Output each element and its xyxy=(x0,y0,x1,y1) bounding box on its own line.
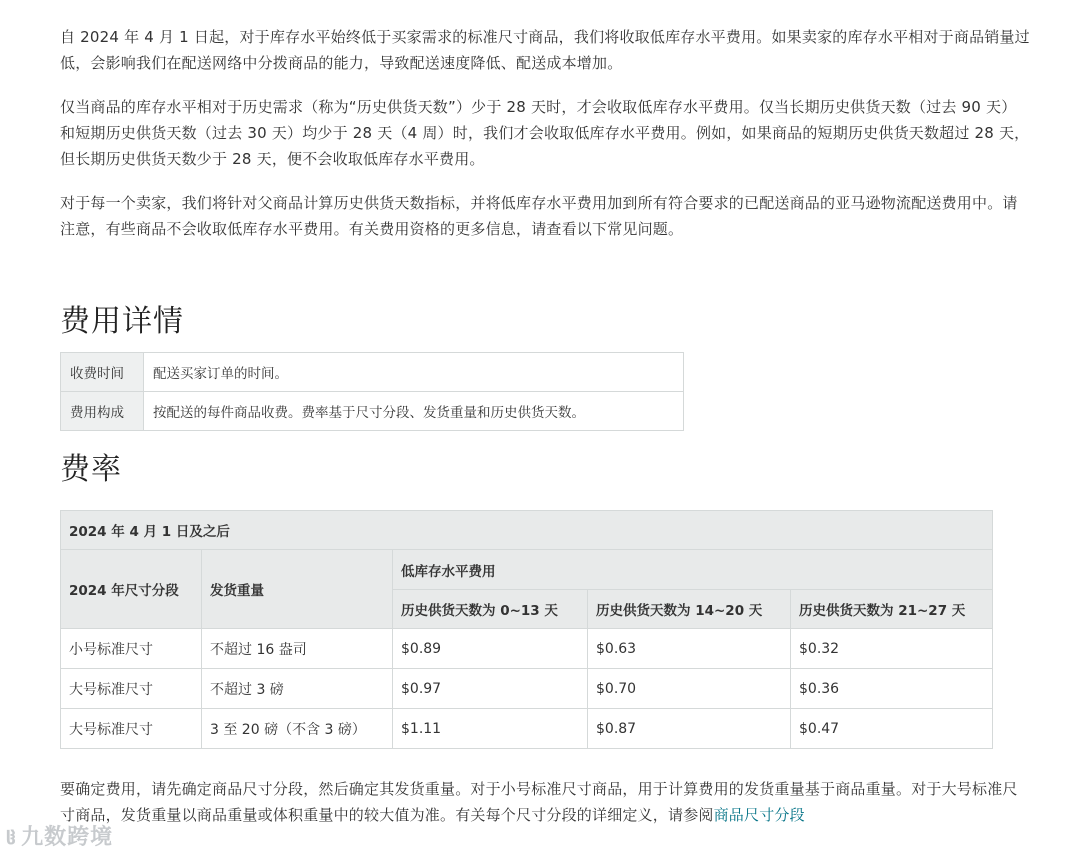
weight-cell: 不超过 3 磅 xyxy=(202,669,393,709)
intro-paragraph-1: 自 2024 年 4 月 1 日起，对于库存水平始终低于买家需求的标准尺寸商品，我们将收取低库存水平费用。如果卖家的库存水平相对于商品销量过低，会影响我们在配送网络中分拨商品的能力，导致配送速度降低、配送成本增加。 xyxy=(60,28,1030,72)
col-header-weight: 发货重量 xyxy=(202,550,393,629)
table-row xyxy=(61,629,993,669)
fee-details-table xyxy=(60,352,684,431)
table-row xyxy=(61,392,684,431)
fee-detail-key: 费用构成 xyxy=(61,392,144,431)
help-article xyxy=(60,24,1030,824)
rates-heading: 费率 xyxy=(60,452,122,487)
fee-detail-key: 收费时间 xyxy=(61,353,144,392)
rates-table xyxy=(60,510,993,749)
fee-details-heading: 费用详情 xyxy=(60,304,184,339)
weight-cell: 不超过 16 盎司 xyxy=(202,629,393,669)
fee-cell: $0.36 xyxy=(791,669,993,709)
fee-detail-value: 按配送的每件商品收费。费率基于尺寸分段、发货重量和历史供货天数。 xyxy=(144,392,684,431)
sub-col-header: 历史供货天数为 0~13 天 xyxy=(393,590,588,629)
fee-cell: $0.97 xyxy=(393,669,588,709)
col-header-size: 2024 年尺寸分段 xyxy=(61,550,202,629)
table-row xyxy=(61,550,993,590)
table-row xyxy=(61,669,993,709)
table-row xyxy=(61,511,993,550)
intro-paragraph-3: 对于每一个卖家，我们将针对父商品计算历史供货天数指标，并将低库存水平费用加到所有符合要求的已配送商品的亚马逊物流配送费用中。请注意，有些商品不会收取低库存水平费用。有关费用资格的更多信息，请查看以下常见问题。 xyxy=(60,194,1018,238)
fee-cell: $0.89 xyxy=(393,629,588,669)
footer-text: 要确定费用，请先确定商品尺寸分段，然后确定其发货重量。对于小号标准尺寸商品，用于计算费用的发货重量基于商品重量。对于大号标准尺寸商品，发货重量以商品重量或体积重量中的较大值为准。有关每个尺寸分段的详细定义，请参阅 xyxy=(60,780,1018,824)
size-tier-link[interactable]: 商品尺寸分段 xyxy=(713,806,805,824)
size-tier-cell: 小号标准尺寸 xyxy=(61,629,202,669)
col-header-fee: 低库存水平费用 xyxy=(393,550,993,590)
sub-col-header: 历史供货天数为 21~27 天 xyxy=(791,590,993,629)
fee-cell: $0.70 xyxy=(588,669,791,709)
footer-paragraph xyxy=(60,776,1030,828)
fee-cell: $0.47 xyxy=(791,709,993,749)
sub-col-header: 历史供货天数为 14~20 天 xyxy=(588,590,791,629)
watermark-text: 九数跨境 xyxy=(21,825,114,850)
weight-cell: 3 至 20 磅（不含 3 磅） xyxy=(202,709,393,749)
intro-paragraph-2: 仅当商品的库存水平相对于历史需求（称为“历史供货天数”）少于 28 天时，才会收取低库存水平费用。仅当长期历史供货天数（过去 90 天）和短期历史供货天数（过去 30 天）均少于 28 天（4 周）时，我们才会收取低库存水平费用。例如，如果商品的短期历史供货天数超过 28 天，但长期历史供货天数少于 28 天，便不会收取低库存水平费用。 xyxy=(60,98,1030,168)
watermark-logo-icon: ჱ xyxy=(6,828,18,849)
fee-cell: $0.87 xyxy=(588,709,791,749)
size-tier-cell: 大号标准尺寸 xyxy=(61,709,202,749)
rates-caption: 2024 年 4 月 1 日及之后 xyxy=(61,511,993,550)
table-row xyxy=(61,709,993,749)
fee-cell: $1.11 xyxy=(393,709,588,749)
fee-cell: $0.63 xyxy=(588,629,791,669)
fee-cell: $0.32 xyxy=(791,629,993,669)
table-row xyxy=(61,353,684,392)
fee-detail-value: 配送买家订单的时间。 xyxy=(144,353,684,392)
size-tier-cell: 大号标准尺寸 xyxy=(61,669,202,709)
watermark xyxy=(6,820,113,851)
